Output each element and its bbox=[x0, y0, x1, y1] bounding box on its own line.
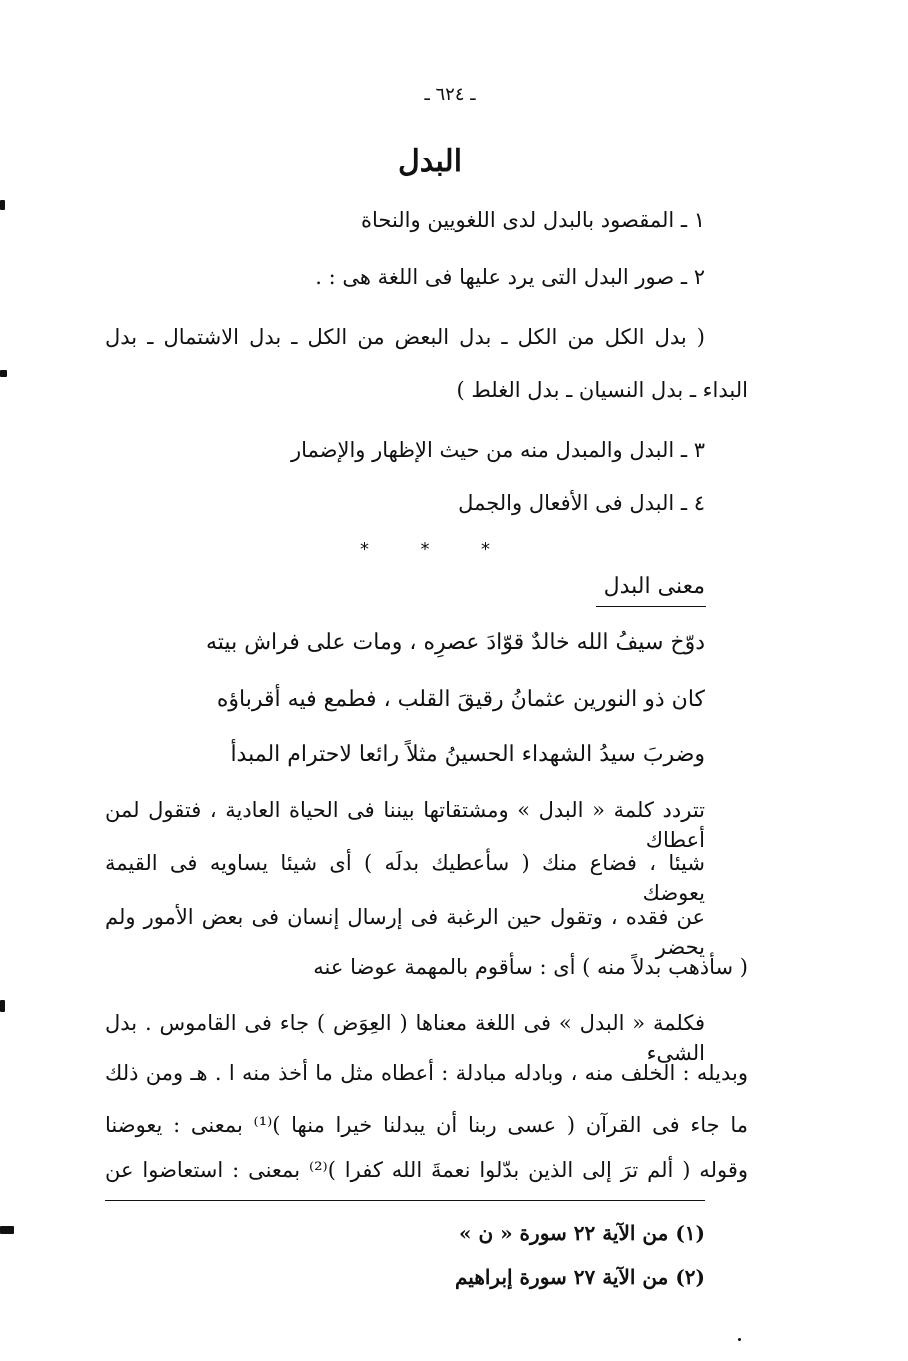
paragraph-2-line-3: ما جاء فى القرآن ( عسى ربنا أن يبدلنا خيرا منها )⁽¹⁾ بمعنى : يعوضنا bbox=[105, 1113, 748, 1137]
paragraph-1-line-4: ( سأذهب بدلاً منه ) أى : سأقوم بالمهمة عوضا عنه bbox=[313, 955, 748, 979]
paragraph-2-line-1: فكلمة « البدل » فى اللغة معناها ( العِوَض ) جاء فى القاموس . بدل الشىء bbox=[105, 1011, 705, 1065]
paragraph-1-line-1: تتردد كلمة « البدل » ومشتقاتها بيننا فى الحياة العادية ، فتقول لمن أعطاك bbox=[105, 798, 705, 852]
separator-star: * bbox=[420, 539, 430, 560]
section-heading-underline bbox=[596, 606, 706, 607]
separator-star: * bbox=[360, 539, 369, 560]
paragraph-1-line-3: عن فقده ، وتقول حين الرغبة فى إرسال إنسان فى بعض الأمور ولم يحضر bbox=[105, 905, 705, 959]
outline-item-2: ٢ ـ صور البدل التى يرد عليها فى اللغة هى : . bbox=[315, 265, 705, 289]
footnote-1: (١) من الآية ٢٢ سورة « ن » bbox=[458, 1221, 705, 1245]
poem-line-2: كان ذو النورين عثمانُ رقيقَ القلب ، فطمع فيه أقرباؤه bbox=[216, 687, 705, 712]
outline-item-2-detail-line-1: ( بدل الكل من الكل ـ بدل البعض من الكل ـ بدل الاشتمال ـ بدل bbox=[105, 325, 705, 349]
section-separator bbox=[360, 538, 490, 562]
paragraph-2-line-2: وبديله : الخلف منه ، وبادله مبادلة : أعطاه مثل ما أخذ منه ا . هـ ومن ذلك bbox=[105, 1061, 748, 1085]
poem-line-1: دوّخ سيفُ الله خالدٌ قوّادَ عصرِه ، ومات على فراش بيته bbox=[206, 630, 705, 655]
page-title: البدل bbox=[397, 144, 463, 179]
scan-edge-mark bbox=[0, 370, 7, 377]
paragraph-1-line-2: شيئا ، فضاع منك ( سأعطيك بدلَه ) أى شيئا يساويه فى القيمة يعوضك bbox=[105, 851, 705, 905]
separator-star: * bbox=[481, 539, 490, 560]
page-number: ـ ٦٢٤ ـ bbox=[424, 84, 476, 105]
scan-dot bbox=[738, 1338, 741, 1341]
poem-line-3: وضربَ سيدُ الشهداء الحسينُ مثلاً رائعا لاحترام المبدأ bbox=[230, 742, 705, 767]
footnote-separator bbox=[105, 1200, 705, 1201]
outline-item-4: ٤ ـ البدل فى الأفعال والجمل bbox=[458, 491, 705, 515]
outline-item-3: ٣ ـ البدل والمبدل منه من حيث الإظهار والإضمار bbox=[290, 438, 705, 462]
section-heading: معنى البدل bbox=[603, 574, 705, 599]
scan-edge-mark bbox=[0, 1000, 5, 1012]
scan-edge-mark bbox=[0, 200, 5, 210]
scan-edge-mark bbox=[0, 1226, 14, 1234]
outline-item-1: ١ ـ المقصود بالبدل لدى اللغويين والنحاة bbox=[360, 208, 705, 232]
outline-item-2-detail-line-2: البداء ـ بدل النسيان ـ بدل الغلط ) bbox=[456, 378, 748, 402]
paragraph-2-line-4: وقوله ( ألم ترَ إلى الذين بدّلوا نعمةَ الله كفرا )⁽²⁾ بمعنى : استعاضوا عن bbox=[105, 1158, 748, 1182]
footnote-2: (٢) من الآية ٢٧ سورة إبراهيم bbox=[454, 1265, 705, 1289]
